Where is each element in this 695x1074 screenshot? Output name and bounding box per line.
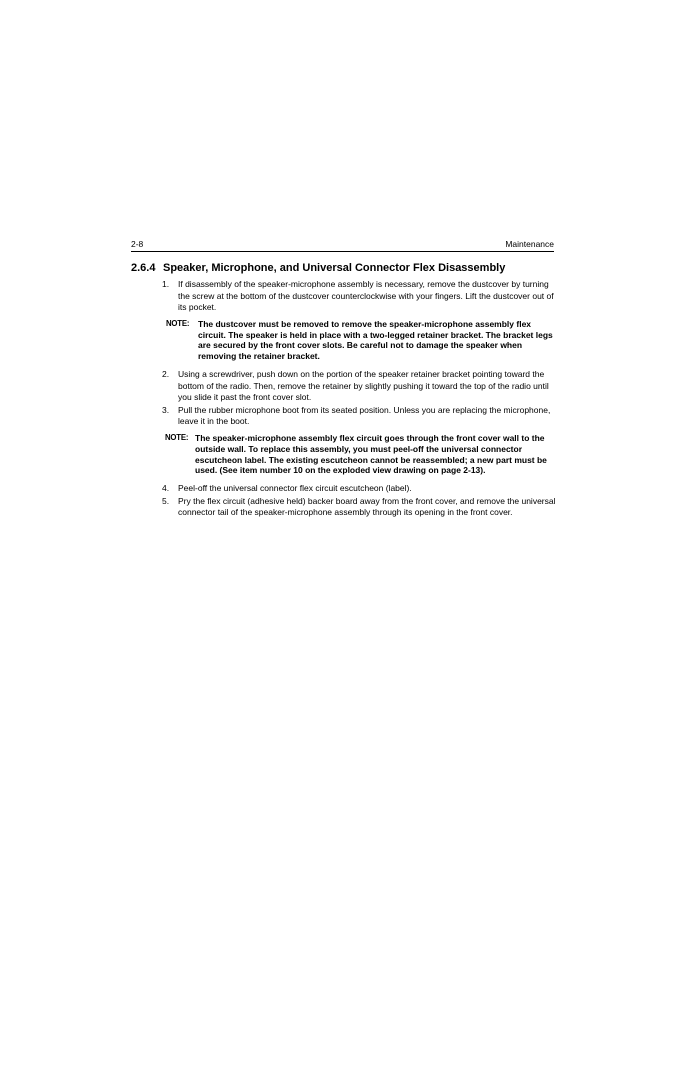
step-text: Pry the flex circuit (adhesive held) backer board away from the front cover, and remove the universal connector tail of the speaker-microphone assembly through its opening in the front cover. bbox=[178, 495, 556, 518]
step-2 bbox=[160, 369, 556, 404]
step-number: 5. bbox=[162, 495, 170, 506]
step-text: If disassembly of the speaker-microphone assembly is necessary, remove the dustcover by turning the screw at the bottom of the dustcover counterclockwise with your fingers. Lift the dustcover out of its pocket. bbox=[178, 279, 554, 313]
note-2 bbox=[160, 433, 556, 476]
note-label: NOTE: bbox=[165, 432, 189, 442]
running-header bbox=[131, 238, 554, 250]
step-1 bbox=[160, 279, 556, 314]
step-text: Pull the rubber microphone boot from its seated position. Unless you are replacing the microphone, leave it in the boot. bbox=[178, 404, 551, 427]
step-3 bbox=[160, 405, 556, 428]
section-number: 2.6.4 bbox=[131, 262, 156, 274]
note-text: The speaker-microphone assembly flex circuit goes through the front cover wall to the outside wall. To replace this assembly, you must peel-off the universal connector escutcheon label. The existing escutcheon cannot be reassembled; a new part must be used. (See item number 10 on the exploded view drawing on page 2-13). bbox=[195, 432, 547, 476]
section-heading bbox=[131, 262, 561, 275]
section-title: Speaker, Microphone, and Universal Connector Flex Disassembly bbox=[163, 262, 506, 274]
step-5 bbox=[160, 496, 556, 519]
step-number: 2. bbox=[162, 368, 170, 379]
chapter-title: Maintenance bbox=[505, 239, 554, 249]
note-text: The dustcover must be removed to remove the speaker-microphone assembly flex circuit. The speaker is held in place with a two-legged retainer bracket. The bracket legs are secured by the front cover slots. Be careful not to damage the speaker when removing the retainer bracket. bbox=[198, 318, 553, 362]
header-rule bbox=[131, 251, 554, 252]
step-number: 4. bbox=[162, 483, 170, 494]
section-body bbox=[160, 279, 556, 519]
step-number: 3. bbox=[162, 404, 170, 415]
step-number: 1. bbox=[162, 279, 170, 289]
step-text: Peel-off the universal connector flex circuit escutcheon (label). bbox=[178, 483, 412, 494]
step-4 bbox=[160, 483, 556, 495]
note-label: NOTE: bbox=[166, 318, 190, 328]
note-1 bbox=[160, 319, 556, 362]
step-text: Using a screwdriver, push down on the portion of the speaker retainer bracket pointing toward the bottom of the radio. Then, remove the retainer by slightly pushing it toward the top of the radio until you slide it past the front cover slot. bbox=[178, 368, 549, 403]
page-number: 2-8 bbox=[131, 239, 144, 249]
